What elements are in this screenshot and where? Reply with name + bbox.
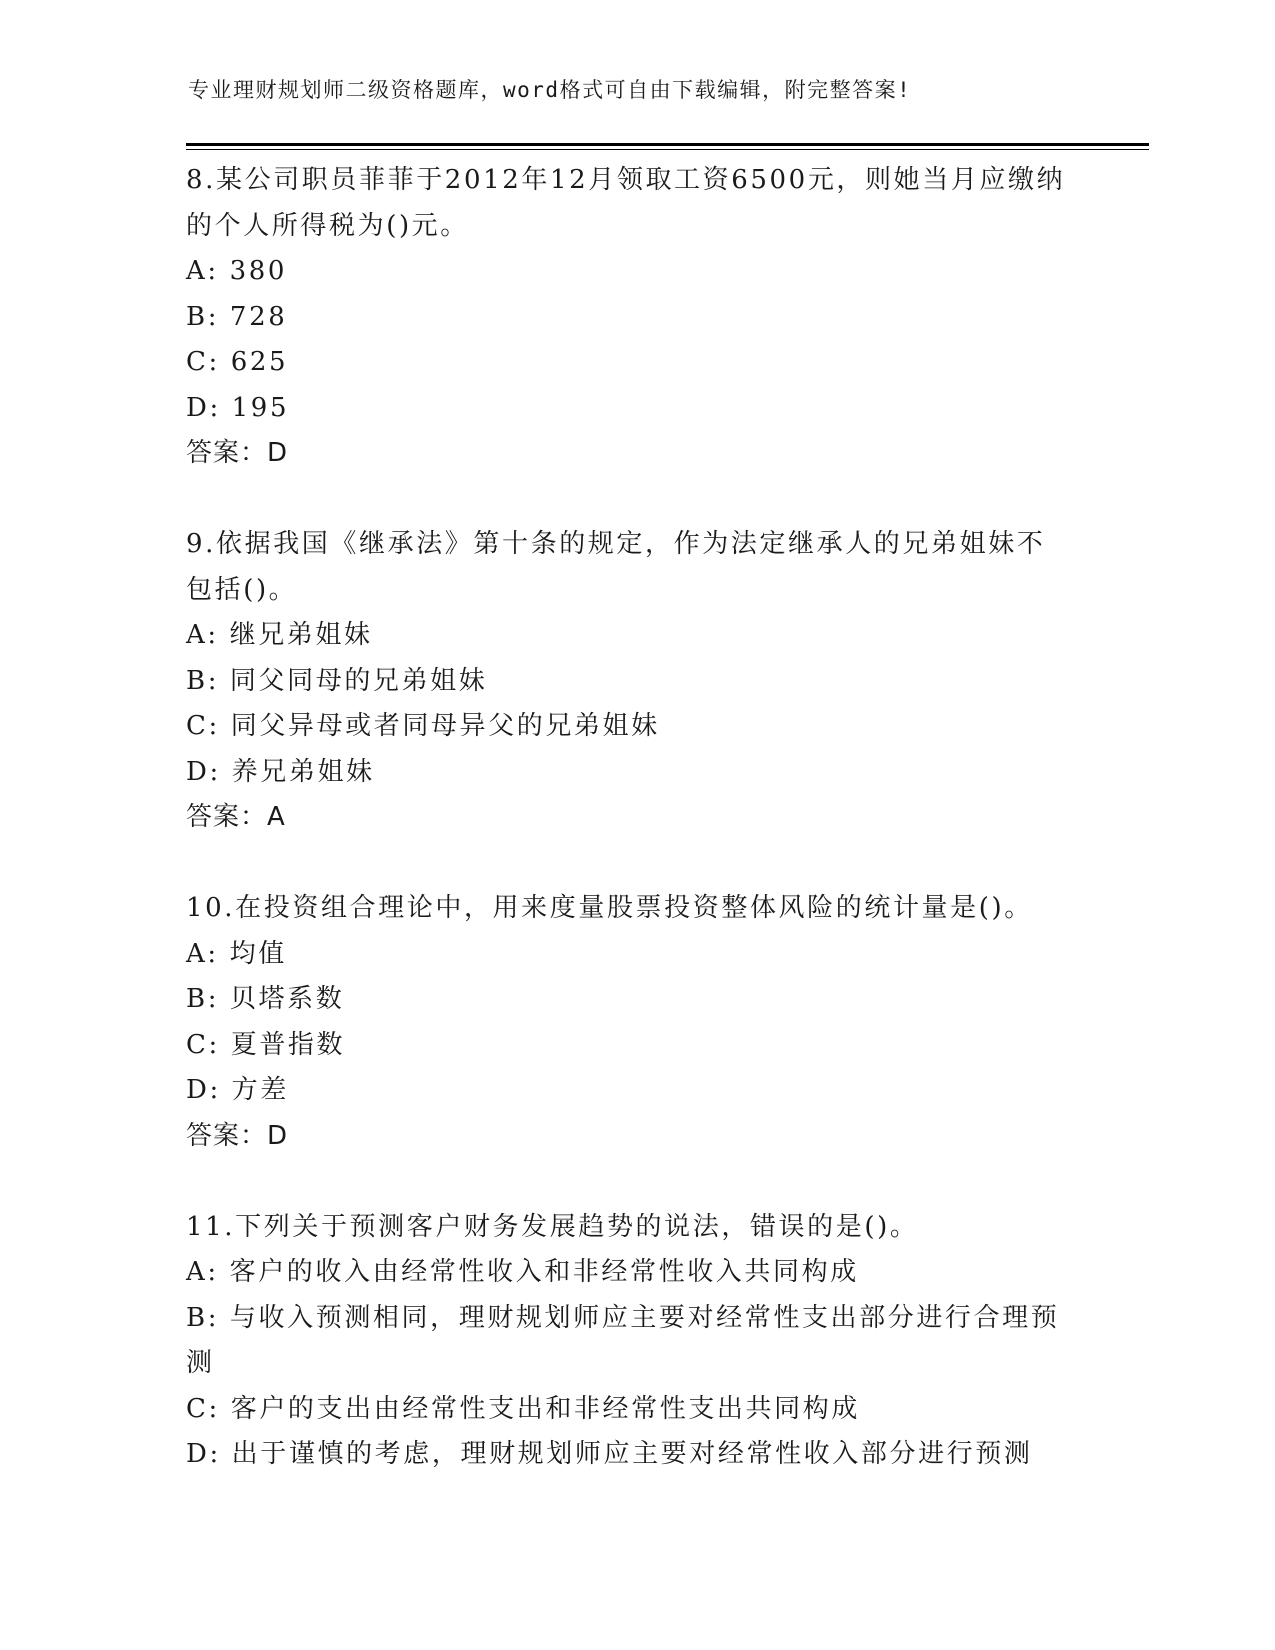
option-b: B: 728 — [186, 301, 288, 332]
question-stem-line: 9.依据我国《继承法》第十条的规定，作为法定继承人的兄弟姐妹不 — [186, 529, 1046, 559]
option-d: D: 195 — [186, 392, 290, 423]
option-b: B: 贝塔系数 — [186, 984, 345, 1014]
question-9 — [186, 522, 1086, 841]
question-11 — [186, 1205, 1086, 1478]
option-b-continued: 测 — [186, 1348, 215, 1378]
option-b: B: 同父同母的兄弟姐妹 — [186, 665, 488, 696]
option-c: C: 同父异母或者同母异父的兄弟姐妹 — [186, 711, 660, 741]
question-stem-line: 的个人所得税为()元。 — [186, 210, 469, 241]
spacer — [186, 1159, 1086, 1205]
option-b: B: 与收入预测相同，理财规划师应主要对经常性支出部分进行合理预 — [186, 1302, 1060, 1333]
option-a: A: 均值 — [186, 938, 287, 969]
question-stem-line: 11.下列关于预测客户财务发展趋势的说法，错误的是()。 — [186, 1211, 919, 1242]
spacer — [186, 841, 1086, 887]
question-10 — [186, 886, 1086, 1159]
option-d: D: 方差 — [186, 1075, 289, 1105]
page-header: 专业理财规划师二级资格题库，word格式可自由下载编辑，附完整答案! — [188, 78, 912, 102]
question-stem-line: 8.某公司职员菲菲于2012年12月领取工资6500元，则她当月应缴纳 — [186, 165, 1066, 195]
answer-line: 答案：D — [186, 1120, 289, 1151]
option-a: A: 继兄弟姐妹 — [186, 620, 373, 650]
answer-line: 答案：A — [186, 802, 286, 832]
option-c: C: 客户的支出由经常性支出和非经常性支出共同构成 — [186, 1393, 860, 1424]
option-d: D: 出于谨慎的考虑，理财规划师应主要对经常性收入部分进行预测 — [186, 1439, 1033, 1469]
option-a: A: 380 — [186, 256, 288, 286]
option-c: C: 夏普指数 — [186, 1029, 346, 1060]
option-a: A: 客户的收入由经常性收入和非经常性收入共同构成 — [186, 1257, 859, 1287]
header-rule-thick — [186, 143, 1149, 146]
question-stem-line: 10.在投资组合理论中，用来度量股票投资整体风险的统计量是()。 — [186, 893, 1033, 923]
question-list — [186, 158, 1086, 1478]
question-stem-line: 包括()。 — [186, 574, 298, 605]
option-c: C: 625 — [186, 347, 289, 377]
option-d: D: 养兄弟姐妹 — [186, 756, 375, 787]
answer-line: 答案：D — [186, 438, 289, 468]
header-rule-thin — [186, 149, 1149, 150]
spacer — [186, 477, 1086, 523]
question-8 — [186, 158, 1086, 477]
